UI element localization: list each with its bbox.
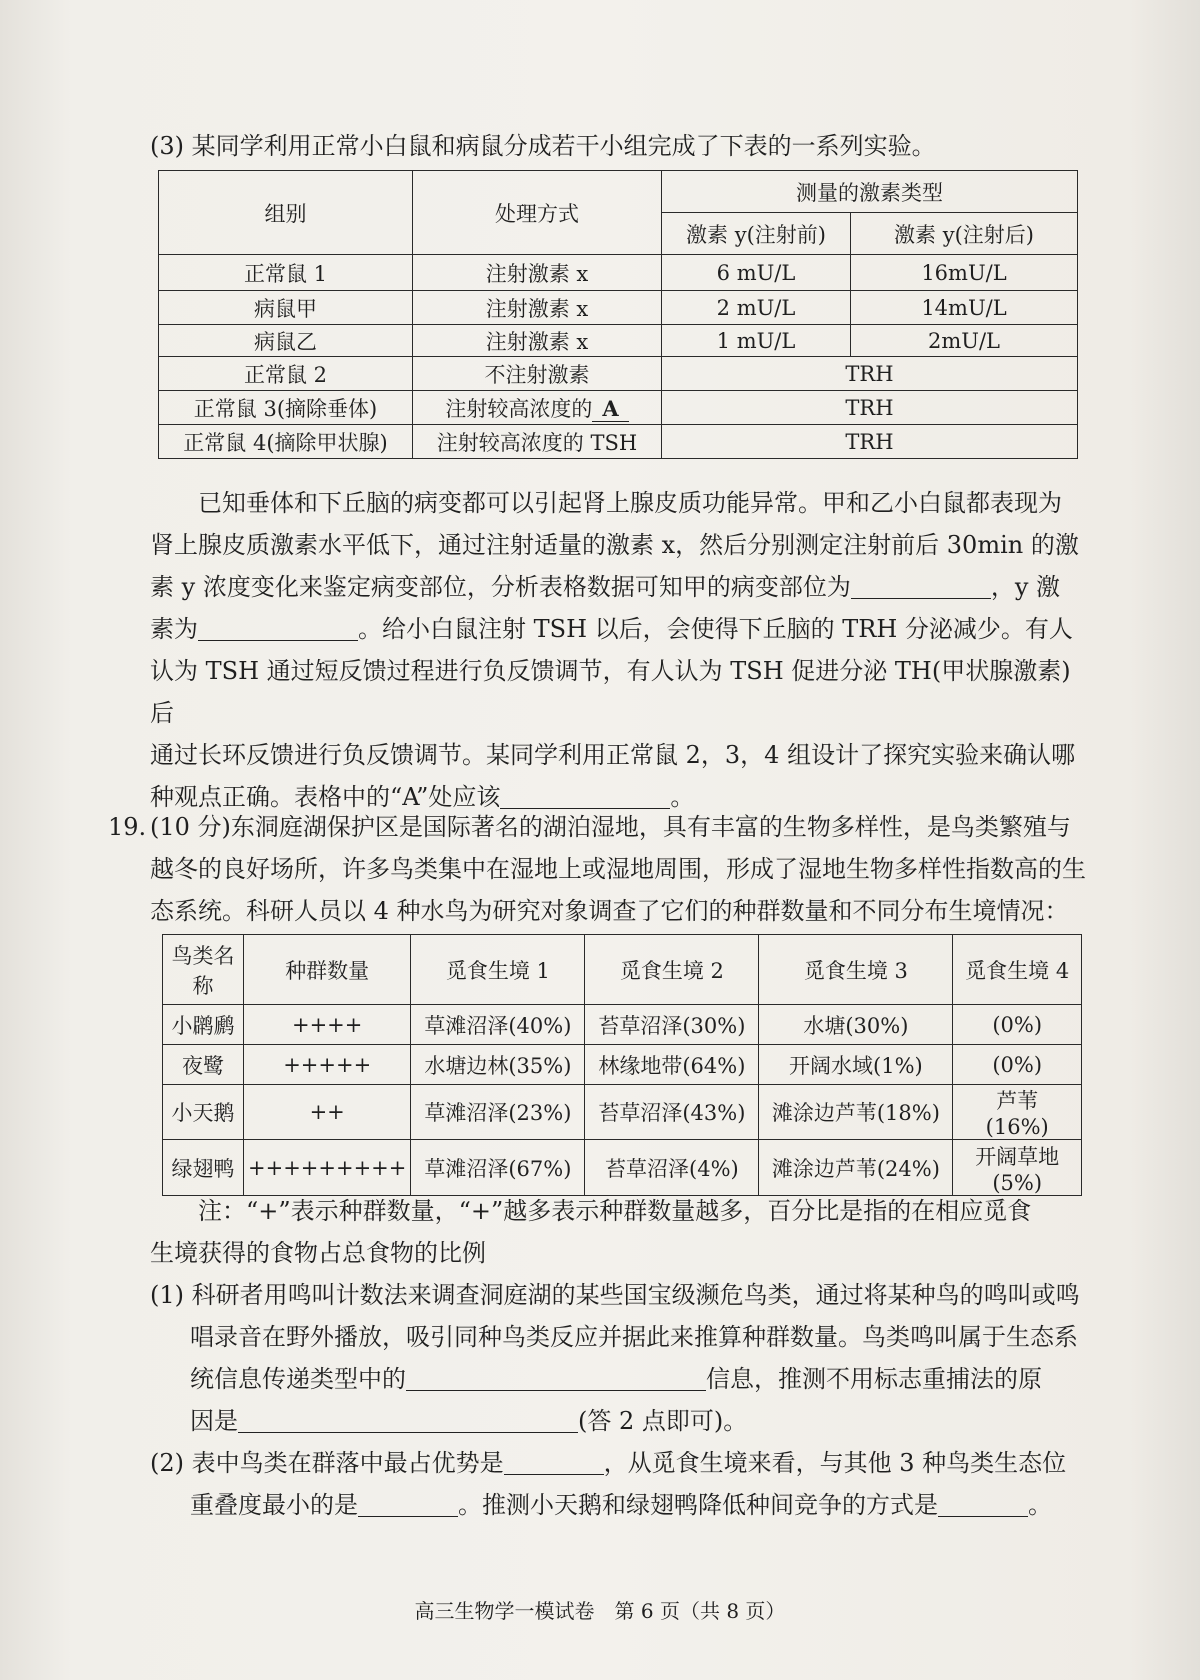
text-span: 重叠度最小的是 [190, 1491, 358, 1519]
text-span: 统信息传递类型中的 [190, 1365, 406, 1393]
cell: +++++++++ [244, 1140, 411, 1196]
cell: 正常鼠 3(摘除垂体) [159, 391, 413, 425]
header-cell: 觅食生境 1 [411, 935, 585, 1005]
cell: 16mU/L [851, 255, 1078, 291]
cell: 草滩沼泽(23%) [411, 1085, 585, 1140]
method-prefix: 注射较高浓度的 [445, 396, 593, 421]
table-row [159, 255, 1078, 291]
text-line: (10 分)东洞庭湖保护区是国际著名的湖泊湿地，具有丰富的生物多样性，是鸟类繁殖与 [150, 813, 1071, 841]
cell: 2mU/L [851, 325, 1078, 357]
cell: (0%) [953, 1045, 1082, 1085]
cell: 苔草沼泽(4%) [585, 1140, 759, 1196]
answer-mark-a: A [592, 396, 628, 422]
text-line [150, 1442, 1090, 1484]
cell: 正常鼠 4(摘除甲状腺) [159, 425, 413, 459]
table-row [159, 391, 1078, 425]
cell: 注射激素 x [413, 255, 662, 291]
text-line [190, 1400, 1090, 1442]
text-line [150, 608, 1090, 650]
answer-blank[interactable] [938, 1490, 1028, 1517]
cell: ++++ [244, 1005, 411, 1045]
text-line [150, 566, 1090, 608]
text-line: 通过长环反馈进行负反馈调节。某同学利用正常鼠 2，3，4 组设计了探究实验来确认哪 [150, 741, 1076, 769]
table-row [163, 1085, 1082, 1140]
intro-text: (3) 某同学利用正常小白鼠和病鼠分成若干小组完成了下表的一系列实验。 [150, 132, 936, 160]
text-span: 因是 [190, 1407, 238, 1435]
text-span: 信息，推测不用标志重捕法的原 [706, 1365, 1042, 1393]
header-method: 处理方式 [413, 171, 662, 255]
cell: 病鼠乙 [159, 325, 413, 357]
answer-blank[interactable] [500, 782, 670, 809]
cell: 绿翅鸭 [163, 1140, 244, 1196]
text-span: 。给小白鼠注射 TSH 以后，会使得下丘脑的 TRH 分泌减少。有人 [358, 615, 1073, 643]
text-span: 素 y 浓度变化来鉴定病变部位，分析表格数据可知甲的病变部位为 [150, 573, 851, 601]
cell: 病鼠甲 [159, 291, 413, 325]
text-line: 唱录音在野外播放，吸引同种鸟类反应并据此来推算种群数量。鸟类鸣叫属于生态系 [190, 1323, 1078, 1351]
answer-blank[interactable] [358, 1490, 458, 1517]
cell: 滩涂边芦苇(24%) [759, 1140, 953, 1196]
cell: 14mU/L [851, 291, 1078, 325]
cell: 不注射激素 [413, 357, 662, 391]
cell: (0%) [953, 1005, 1082, 1045]
cell: 水塘边林(35%) [411, 1045, 585, 1085]
cell: 正常鼠 2 [159, 357, 413, 391]
cell: ++ [244, 1085, 411, 1140]
table-row [159, 325, 1078, 357]
text-line: 肾上腺皮质激素水平低下，通过注射适量的激素 x，然后分别测定注射前后 30min 的激 [150, 531, 1079, 559]
text-span: 种观点正确。表格中的“A”处应该 [150, 783, 501, 811]
question-number: 19. [108, 813, 147, 841]
cell: 夜鹭 [163, 1045, 244, 1085]
cell: 注射激素 x [413, 291, 662, 325]
cell: 小天鹅 [163, 1085, 244, 1140]
table-row [163, 1140, 1082, 1196]
text-span: 。 [670, 783, 695, 811]
header-measure: 测量的激素类型 [662, 171, 1078, 213]
cell: 开阔水域(1%) [759, 1045, 953, 1085]
table-row [163, 1045, 1082, 1085]
text-line: 已知垂体和下丘脑的病变都可以引起肾上腺皮质功能异常。甲和乙小白鼠都表现为 [198, 489, 1062, 517]
page-footer: 高三生物学一模试卷 第 6 页（共 8 页） [414, 1599, 786, 1623]
cell: 2 mU/L [662, 291, 851, 325]
cell: 水塘(30%) [759, 1005, 953, 1045]
header-group: 组别 [159, 171, 413, 255]
cell [413, 391, 662, 425]
header-cell: 觅食生境 4 [953, 935, 1082, 1005]
text-line [190, 1358, 1090, 1400]
cell: 苔草沼泽(43%) [585, 1085, 759, 1140]
hormone-experiment-table [158, 170, 1078, 459]
header-after: 激素 y(注射后) [851, 213, 1078, 255]
text-span: (2) 表中鸟类在群落中最占优势是 [150, 1449, 504, 1477]
q18-paragraph [150, 482, 1090, 818]
answer-blank[interactable] [238, 1406, 578, 1433]
cell: TRH [662, 357, 1078, 391]
text-line [190, 1484, 1090, 1526]
table-row [159, 357, 1078, 391]
text-span: ，从觅食生境来看，与其他 3 种鸟类生态位 [603, 1449, 1067, 1477]
header-cell: 觅食生境 2 [585, 935, 759, 1005]
answer-blank[interactable] [851, 572, 991, 599]
cell: 1 mU/L [662, 325, 851, 357]
cell: TRH [662, 425, 1078, 459]
text-span: (答 2 点即可)。 [578, 1407, 748, 1435]
cell: +++++ [244, 1045, 411, 1085]
text-span: 。推测小天鹅和绿翅鸭降低种间竞争的方式是 [458, 1491, 938, 1519]
q19-body [150, 1190, 1090, 1526]
cell: 芦苇 (16%) [953, 1085, 1082, 1140]
answer-blank[interactable] [406, 1364, 706, 1391]
text-span: 素为 [150, 615, 198, 643]
text-span: 。 [1028, 1491, 1052, 1519]
cell: 注射激素 x [413, 325, 662, 357]
cell: 草滩沼泽(40%) [411, 1005, 585, 1045]
q19-intro [150, 806, 1090, 932]
table-row [159, 291, 1078, 325]
cell: TRH [662, 391, 1078, 425]
header-cell: 鸟类名称 [163, 935, 244, 1005]
cell: 开阔草地(5%) [953, 1140, 1082, 1196]
cell: 注射较高浓度的 TSH [413, 425, 662, 459]
cell: 6 mU/L [662, 255, 851, 291]
text-line: 态系统。科研人员以 4 种水鸟为研究对象调查了它们的种群数量和不同分布生境情况： [150, 897, 1069, 925]
text-line: (1) 科研者用鸣叫计数法来调查洞庭湖的某些国宝级濒危鸟类，通过将某种鸟的鸣叫或鸣 [150, 1281, 1080, 1309]
cell: 草滩沼泽(67%) [411, 1140, 585, 1196]
note-line: 注：“+”表示种群数量，“+”越多表示种群数量越多，百分比是指的在相应觅食 [198, 1197, 1032, 1225]
answer-blank[interactable] [198, 614, 358, 641]
note-line: 生境获得的食物占总食物的比例 [150, 1239, 486, 1267]
q18-part3-intro [150, 125, 1090, 167]
text-line: 越冬的良好场所，许多鸟类集中在湿地上或湿地周围，形成了湿地生物多样性指数高的生 [150, 855, 1086, 883]
text-line: 认为 TSH 通过短反馈过程进行负反馈调节，有人认为 TSH 促进分泌 TH(甲状腺激素)后 [150, 657, 1071, 727]
header-cell: 种群数量 [244, 935, 411, 1005]
header-cell: 觅食生境 3 [759, 935, 953, 1005]
cell: 正常鼠 1 [159, 255, 413, 291]
cell: 苔草沼泽(30%) [585, 1005, 759, 1045]
text-span: ，y 激 [990, 573, 1061, 601]
answer-blank[interactable] [504, 1448, 604, 1475]
header-before: 激素 y(注射前) [662, 213, 851, 255]
table-row [163, 1005, 1082, 1045]
table-row [159, 425, 1078, 459]
bird-habitat-table [162, 934, 1082, 1196]
cell: 小䴙䴘 [163, 1005, 244, 1045]
cell: 滩涂边芦苇(18%) [759, 1085, 953, 1140]
cell: 林缘地带(64%) [585, 1045, 759, 1085]
